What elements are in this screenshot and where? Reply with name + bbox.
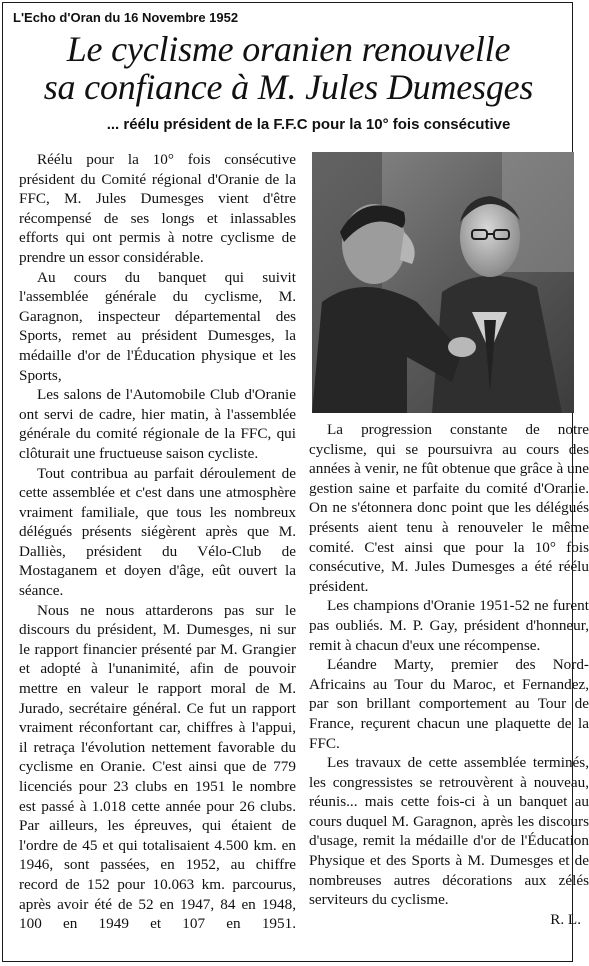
headline-line-2: sa confiance à M. Jules Dumesges (43, 67, 534, 107)
source-line: L'Echo d'Oran du 16 Novembre 1952 (13, 10, 239, 25)
article-paragraph: Réélu pour la 10° fois consécutive président du Comité régional d'Oranie de la FFC, M. Jules Dumesges vient d'être récompensé de ses longs et inlassables efforts qui ont permis à notre cyclisme de prendre un essor considérable. (19, 151, 296, 266)
article-column-right (309, 420, 589, 929)
article-paragraph: Les travaux de cette assemblée terminés, les congressistes se retrouvèrent à nouveau, réunis... mais cette fois-ci à un banquet au cours duquel M. Garagnon, après les discours d'usage, remit la médaille d'or de l'Éducation Physique et des Sports à M. Dumesges et de nombreuses autres décorations aux zélés serviteurs du cyclisme. (309, 754, 589, 909)
article-paragraph: Les salons de l'Automobile Club d'Oranie ont servi de cadre, hier matin, à l'assemblée générale du comité régionale de la FFC, qui clôturait une fructueuse saison cycliste. (19, 386, 296, 462)
article-paragraph: Léandre Marty, premier des Nord-Africains au Tour du Maroc, et Fernandez, par son brillant comportement au Tour de France, reçurent chacun une plaquette de la FFC. (309, 656, 589, 752)
article-paragraph: Tout contribua au parfait déroulement de cette assemblée et c'est dans une atmosphère vraiment familiale, que tous les nombreux délégués présents siégèrent après que M. Dalliès, président du Vélo-Club de Mostaganem et doyen d'âge, eût ouvert la séance. (19, 464, 296, 600)
article-column-left (19, 150, 296, 934)
article-paragraph: Au cours du banquet qui suivit l'assemblée générale du cyclisme, M. Garagnon, inspecteur départemental des Sports, remet au président Dumesges, la médaille d'or de l'Éducation physique et les Sports, (19, 268, 296, 384)
news-photo (312, 152, 574, 413)
article-paragraph: Les champions d'Oranie 1951-52 ne furent pas oubliés. M. P. Gay, président d'honneur, remit à chacun d'eux une récompense. (309, 597, 589, 654)
newspaper-clipping (2, 2, 589, 962)
headline-line-1: Le cyclisme oranien renouvelle (66, 29, 511, 69)
subheadline: ... réélu président de la F.F.C pour la 10° fois consécutive (106, 116, 511, 133)
article-paragraph: Nous ne nous attarderons pas sur le discours du président, M. Dumesges, ni sur le rapport financier présenté par M. Grangier et adopté à l'unanimité, afin de pouvoir mettre en valeur le rapport moral de M. Jurado, secrétaire général. Ce fut un rapport vraiment réconfortant car, chiffres à l'appui, il retraça l'évolution nettement favorable du cyclisme en Oranie. C'est ainsi que de 779 licenciés pour 23 clubs en 1951 le nombre est passé à 1.018 cette année pour 26 clubs. Par ailleurs, les épreuves, qui étaient de l'ordre de 45 et qui totalisaient 4.500 km. en 1946, sont passées, en 1952, au chiffre record de 152 pour 10.063 km. parcourus, après avoir été de 52 en 1947, 84 en 1948, 100 en 1949 et 107 en 1951. (19, 601, 296, 933)
article-paragraph: La progression constante de notre cyclisme, qui se poursuivra au cours des années à venir, ne fût obtenue que grâce à une gestion saine et parfaite du comité d'Oranie. On ne s'étonnera donc point que les délégués présents aient tenu à renouveler le même comité. C'est ainsi que pour la 10° fois consécutive, M. Jules Dumesges a été réélu président. (309, 421, 589, 595)
author-signature: R. L. (550, 910, 581, 928)
